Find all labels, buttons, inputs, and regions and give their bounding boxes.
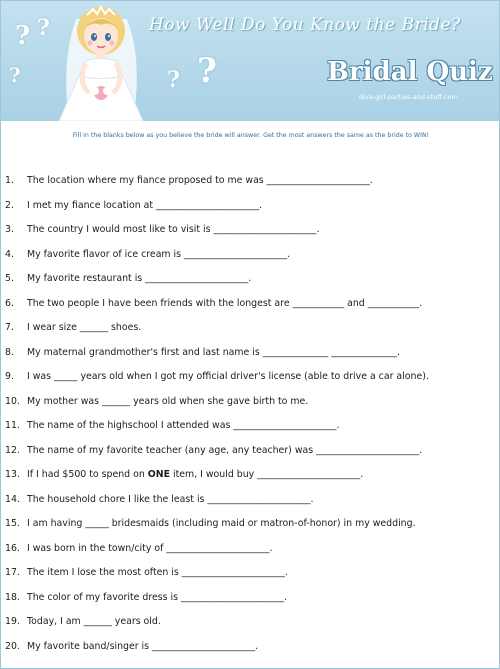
question-number: 7. [5,322,14,333]
question-number: 9. [5,371,14,382]
question-text: I am having _____ bridesmaids (including maid or matron-of-honor) in my wedding. [27,518,416,529]
question-text: I wear size ______ shoes. [27,322,142,333]
question-item [5,322,141,333]
question-item [5,641,258,652]
question-text: The two people I have been friends with the longest are ___________ and ___________. [27,298,423,309]
question-text: My favorite restaurant is ______________________. [27,273,252,284]
question-number: 13. [5,469,20,480]
question-text: My favorite flavor of ice cream is ______________________. [27,249,291,260]
question-number: 6. [5,298,14,309]
question-number: 19. [5,616,20,627]
question-number: 20. [5,641,20,652]
question-text: My maternal grandmother's first and last name is ______________ ______________. [27,347,400,358]
question-number: 5. [5,273,14,284]
question-item [5,347,400,358]
question-item [5,567,288,578]
question-item [5,445,422,456]
question-text: The country I would most like to visit is ______________________. [27,224,320,235]
question-item [5,616,161,627]
header-main-title: Bridal Quiz [327,57,493,87]
question-text-start: If I had $500 to spend on [27,469,148,480]
question-item [5,175,373,186]
question-text: I was born in the town/city of ______________________. [27,543,273,554]
question-number: 3. [5,224,14,235]
question-item [5,396,308,407]
question-mark-icon: ? [15,21,31,51]
question-item [5,200,262,211]
question-text: The color of my favorite dress is ______________________. [27,592,288,603]
question-text: I was _____ years old when I got my official driver's license (able to drive a car alone). [27,371,429,382]
question-text: The item I lose the most often is ______________________. [27,567,288,578]
question-item [5,298,422,309]
question-number: 2. [5,200,14,211]
question-item [5,469,363,480]
question-text: My mother was ______ years old when she gave birth to me. [27,396,309,407]
question-emphasis: ONE [147,469,171,480]
question-number: 11. [5,420,20,431]
question-text: The location where my fiance proposed to me was ______________________. [27,175,373,186]
question-item [5,273,251,284]
question-item [5,592,287,603]
question-number: 15. [5,518,20,529]
question-number: 10. [5,396,20,407]
question-number: 1. [5,175,14,186]
question-number: 18. [5,592,20,603]
question-item [5,518,416,529]
header-script-title: How Well Do You Know the Bride? [149,15,461,35]
question-mark-icon: ? [197,51,217,91]
question-mark-icon: ? [37,15,50,41]
question-item [5,371,429,382]
question-item [5,224,320,235]
question-number: 16. [5,543,20,554]
question-text-end: item, I would buy ______________________. [170,469,364,480]
question-text: My favorite band/singer is ______________________. [27,641,259,652]
question-text: The household chore I like the least is ______________________. [27,494,314,505]
question-text: I met my fiance location at ______________________. [27,200,263,211]
question-number: 17. [5,567,20,578]
question-mark-icon: ? [9,63,21,87]
question-number: 4. [5,249,14,260]
question-item [5,420,339,431]
question-item [5,543,272,554]
question-number: 14. [5,494,20,505]
question-item [5,494,314,505]
site-url: diva-girl-parties-and-stuff.com [359,93,458,101]
question-text: The name of my favorite teacher (any age, any teacher) was ______________________. [27,445,423,456]
question-number: 8. [5,347,14,358]
question-mark-icon: ? [167,67,180,93]
question-text: The name of the highschool I attended was ______________________. [27,420,340,431]
question-number: 12. [5,445,20,456]
header-banner [1,1,500,121]
question-item [5,249,290,260]
question-text: Today, I am ______ years old. [27,616,161,627]
instructions-text: Fill in the blanks below as you believe the bride will answer. Get the most answers the same as the bride to WIN! [72,132,430,139]
